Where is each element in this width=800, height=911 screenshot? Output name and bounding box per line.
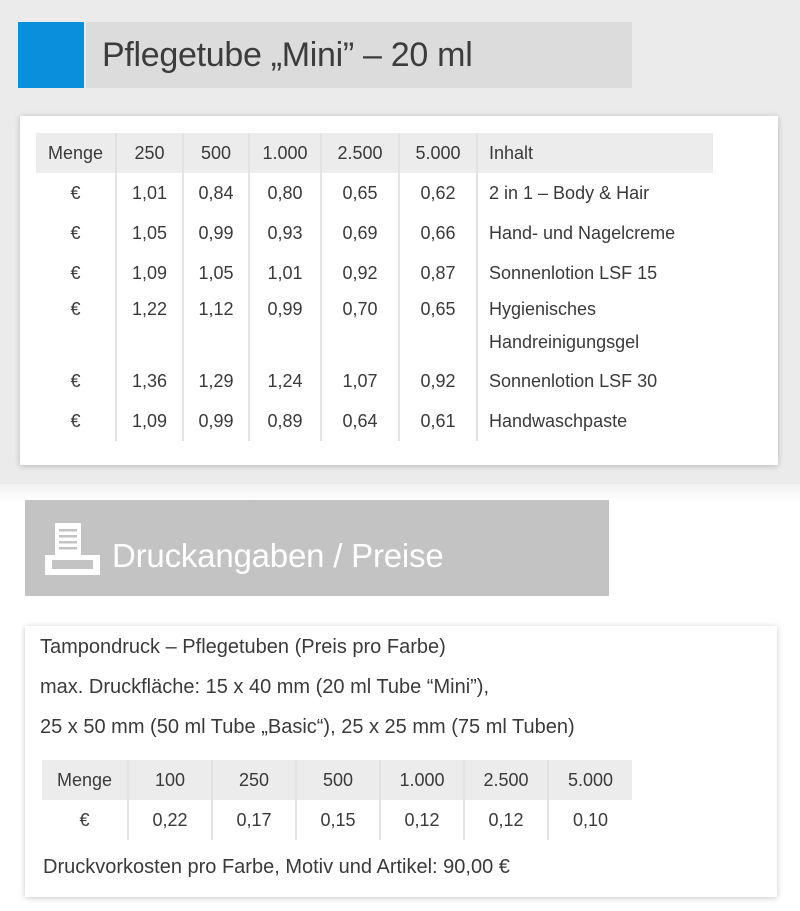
table-row — [36, 293, 713, 361]
price-cell: 1,05 — [116, 213, 183, 253]
table-header-row — [36, 133, 713, 173]
header-cell: 100 — [128, 760, 212, 800]
section1-title: Pflegetube „Mini” – 20 ml — [102, 35, 473, 74]
price-cell: 1,01 — [116, 173, 183, 213]
section2-print-card — [25, 626, 777, 897]
header-cell: Menge — [36, 133, 116, 173]
table-header-row — [42, 760, 632, 800]
currency-cell: € — [70, 299, 81, 319]
section1-price-table — [36, 133, 713, 441]
price-cell: 0,17 — [212, 800, 296, 840]
price-cell: 0,80 — [249, 173, 321, 213]
price-cell: 1,12 — [183, 293, 249, 361]
table-row — [36, 401, 713, 441]
content-line: Handreinigungsgel — [489, 332, 640, 352]
price-cell: 0,65 — [399, 293, 477, 361]
table-row — [36, 173, 713, 213]
price-cell: 0,89 — [249, 401, 321, 441]
print-price-table — [42, 760, 632, 840]
content-cell: Sonnenlotion LSF 30 — [477, 361, 713, 401]
section2-title: Druckangaben / Preise — [112, 537, 444, 574]
content-line: Hygienisches — [489, 299, 597, 319]
price-cell: 0,69 — [321, 213, 399, 253]
header-cell: 500 — [183, 133, 249, 173]
price-cell: 0,22 — [128, 800, 212, 840]
accent-square — [18, 22, 84, 88]
header-cell: 1.000 — [249, 133, 321, 173]
price-cell: 0,12 — [464, 800, 548, 840]
price-cell: 1,24 — [249, 361, 321, 401]
header-cell: 250 — [116, 133, 183, 173]
print-description-line: 25 x 50 mm (50 ml Tube „Basic“), 25 x 25 mm (75 ml Tuben) — [40, 716, 575, 738]
price-cell: 0,66 — [399, 213, 477, 253]
price-cell: 0,64 — [321, 401, 399, 441]
currency-cell: € — [70, 182, 81, 203]
currency-cell: € — [70, 410, 81, 431]
price-cell: 0,99 — [183, 401, 249, 441]
content-cell: Hand- und Nagelcreme — [477, 213, 713, 253]
printer-icon — [45, 519, 101, 577]
header-cell: 2.500 — [321, 133, 399, 173]
content-cell — [477, 293, 713, 361]
currency-cell: € — [70, 222, 81, 243]
price-cell: 0,61 — [399, 401, 477, 441]
content-cell: 2 in 1 – Body & Hair — [477, 173, 713, 213]
header-cell: 5.000 — [548, 760, 632, 800]
price-cell: 0,62 — [399, 173, 477, 213]
price-cell: 1,36 — [116, 361, 183, 401]
price-cell: 1,07 — [321, 361, 399, 401]
section2-title-bar — [25, 500, 609, 596]
content-cell: Sonnenlotion LSF 15 — [477, 253, 713, 293]
price-cell: 0,15 — [296, 800, 380, 840]
price-cell: 0,99 — [249, 293, 321, 361]
price-cell: 0,12 — [380, 800, 464, 840]
price-cell: 0,99 — [183, 213, 249, 253]
table-row — [36, 253, 713, 293]
header-cell: Inhalt — [477, 133, 713, 173]
print-description-line: Tampondruck – Pflegetuben (Preis pro Farbe) — [40, 636, 446, 658]
table-row — [36, 213, 713, 253]
price-cell: 0,93 — [249, 213, 321, 253]
price-cell: 0,65 — [321, 173, 399, 213]
currency-cell: € — [70, 370, 81, 391]
price-cell: 1,01 — [249, 253, 321, 293]
header-cell: 5.000 — [399, 133, 477, 173]
currency-cell: € — [79, 809, 90, 830]
table-row — [36, 361, 713, 401]
price-cell: 0,87 — [399, 253, 477, 293]
price-cell: 1,22 — [116, 293, 183, 361]
header-cell: 2.500 — [464, 760, 548, 800]
print-description-line: max. Druckfläche: 15 x 40 mm (20 ml Tube “Mini”), — [40, 676, 490, 698]
price-cell: 0,70 — [321, 293, 399, 361]
price-cell: 1,09 — [116, 401, 183, 441]
currency-cell: € — [70, 262, 81, 283]
section1-price-card — [20, 116, 778, 465]
price-cell: 1,29 — [183, 361, 249, 401]
price-cell: 1,05 — [183, 253, 249, 293]
header-cell: 500 — [296, 760, 380, 800]
section1-title-bar — [86, 22, 632, 88]
header-cell: 1.000 — [380, 760, 464, 800]
header-cell: Menge — [42, 760, 128, 800]
header-cell: 250 — [212, 760, 296, 800]
setup-cost-note: Druckvorkosten pro Farbe, Motiv und Artikel: 90,00 € — [43, 856, 510, 878]
content-cell: Handwaschpaste — [477, 401, 713, 441]
price-cell: 1,09 — [116, 253, 183, 293]
price-cell: 0,92 — [321, 253, 399, 293]
price-cell: 0,92 — [399, 361, 477, 401]
price-cell: 0,84 — [183, 173, 249, 213]
price-cell: 0,10 — [548, 800, 632, 840]
table-row — [42, 800, 632, 840]
